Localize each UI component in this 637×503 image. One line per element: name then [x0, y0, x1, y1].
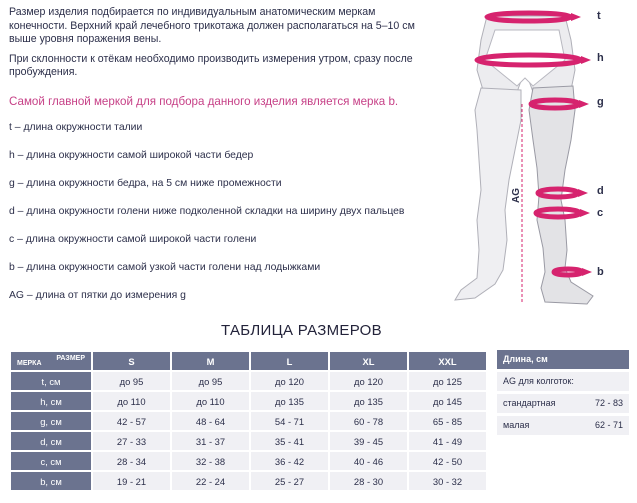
label-t: t	[597, 10, 601, 22]
table-cell: 40 - 46	[330, 452, 407, 470]
table-cell: 60 - 78	[330, 412, 407, 430]
corner-size-label: РАЗМЕР	[56, 355, 85, 362]
intro-text	[9, 6, 424, 86]
row-header: g, см	[11, 412, 91, 430]
table-header-row	[11, 352, 486, 370]
length-row-value: 62 - 71	[594, 420, 623, 430]
column-header: XXL	[409, 352, 486, 370]
definition-h: h – длина окружности самой широкой части бедер	[9, 150, 254, 161]
table-cell: 54 - 71	[251, 412, 328, 430]
table-cell: до 110	[172, 392, 249, 410]
leg-illustration	[425, 0, 637, 318]
table-cell: 39 - 45	[330, 432, 407, 450]
table-cell: до 120	[330, 372, 407, 390]
table-cell: 48 - 64	[172, 412, 249, 430]
table-cell: до 135	[251, 392, 328, 410]
table-cell: 22 - 24	[172, 472, 249, 490]
row-header: d, см	[11, 432, 91, 450]
row-header: b, см	[11, 472, 91, 490]
length-table	[497, 350, 629, 438]
definition-ag: AG – длина от пятки до измерения g	[9, 290, 186, 301]
table-row	[11, 412, 486, 430]
intro-paragraph-1: Размер изделия подбирается по индивидуальным анатомическим меркам конечности. Верхний край лечебного трикотажа должен располагаться на 5–10 см выше уровня поражения вены.	[9, 6, 415, 46]
table-row	[11, 392, 486, 410]
column-header: L	[251, 352, 328, 370]
corner-measure-label: МЕРКА	[17, 360, 42, 367]
length-row	[497, 394, 629, 413]
label-ag: AG	[511, 188, 522, 203]
table-row	[11, 472, 486, 490]
label-b: b	[597, 266, 604, 278]
length-row	[497, 416, 629, 435]
table-cell: 41 - 49	[409, 432, 486, 450]
label-d: d	[597, 185, 604, 197]
table-row	[11, 432, 486, 450]
table-cell: 32 - 38	[172, 452, 249, 470]
table-cell: 25 - 27	[251, 472, 328, 490]
table-cell: 65 - 85	[409, 412, 486, 430]
definition-d: d – длина окружности голени ниже подколенной складки на ширину двух пальцев	[9, 206, 405, 217]
table-cell: 36 - 42	[251, 452, 328, 470]
table-cell: до 95	[93, 372, 170, 390]
table-cell: до 120	[251, 372, 328, 390]
size-table	[9, 350, 488, 492]
definition-t: t – длина окружности талии	[9, 122, 143, 133]
length-subheader	[497, 372, 629, 391]
row-header: t, см	[11, 372, 91, 390]
table-cell: до 145	[409, 392, 486, 410]
table-corner	[11, 352, 91, 370]
table-cell: 28 - 34	[93, 452, 170, 470]
definition-c: c – длина окружности самой широкой части голени	[9, 234, 257, 245]
definition-b: b – длина окружности самой узкой части голени над лодыжками	[9, 262, 321, 273]
length-row-label: стандартная	[503, 398, 556, 408]
table-cell: 28 - 30	[330, 472, 407, 490]
table-cell: 19 - 21	[93, 472, 170, 490]
table-cell: 42 - 50	[409, 452, 486, 470]
table-row	[11, 372, 486, 390]
table-cell: 27 - 33	[93, 432, 170, 450]
band-arrows	[571, 13, 592, 276]
table-row	[11, 452, 486, 470]
length-header: Длина, см	[497, 350, 629, 369]
column-header: XL	[330, 352, 407, 370]
key-measure-note: Самой главной меркой для подбора данного изделия является мерка b.	[9, 95, 399, 108]
column-header: M	[172, 352, 249, 370]
length-row-value: 72 - 83	[594, 398, 623, 408]
table-cell: до 135	[330, 392, 407, 410]
definition-g: g – длина окружности бедра, на 5 см ниже промежности	[9, 178, 282, 189]
column-header: S	[93, 352, 170, 370]
table-cell: 31 - 37	[172, 432, 249, 450]
label-g: g	[597, 96, 604, 108]
table-cell: до 95	[172, 372, 249, 390]
intro-paragraph-2: При склонности к отёкам необходимо производить измерения утром, сразу после пробуждения.	[9, 52, 413, 79]
row-header: c, см	[11, 452, 91, 470]
row-header: h, см	[11, 392, 91, 410]
leg-measurement-figure	[425, 0, 637, 318]
band-b	[554, 269, 582, 275]
table-cell: 42 - 57	[93, 412, 170, 430]
label-h: h	[597, 52, 604, 64]
table-title: ТАБЛИЦА РАЗМЕРОВ	[221, 322, 382, 339]
table-cell: 35 - 41	[251, 432, 328, 450]
length-subheader-label: AG для колготок:	[503, 376, 574, 386]
length-row-label: малая	[503, 420, 530, 430]
label-c: c	[597, 207, 604, 219]
table-cell: 30 - 32	[409, 472, 486, 490]
table-cell: до 110	[93, 392, 170, 410]
table-cell: до 125	[409, 372, 486, 390]
